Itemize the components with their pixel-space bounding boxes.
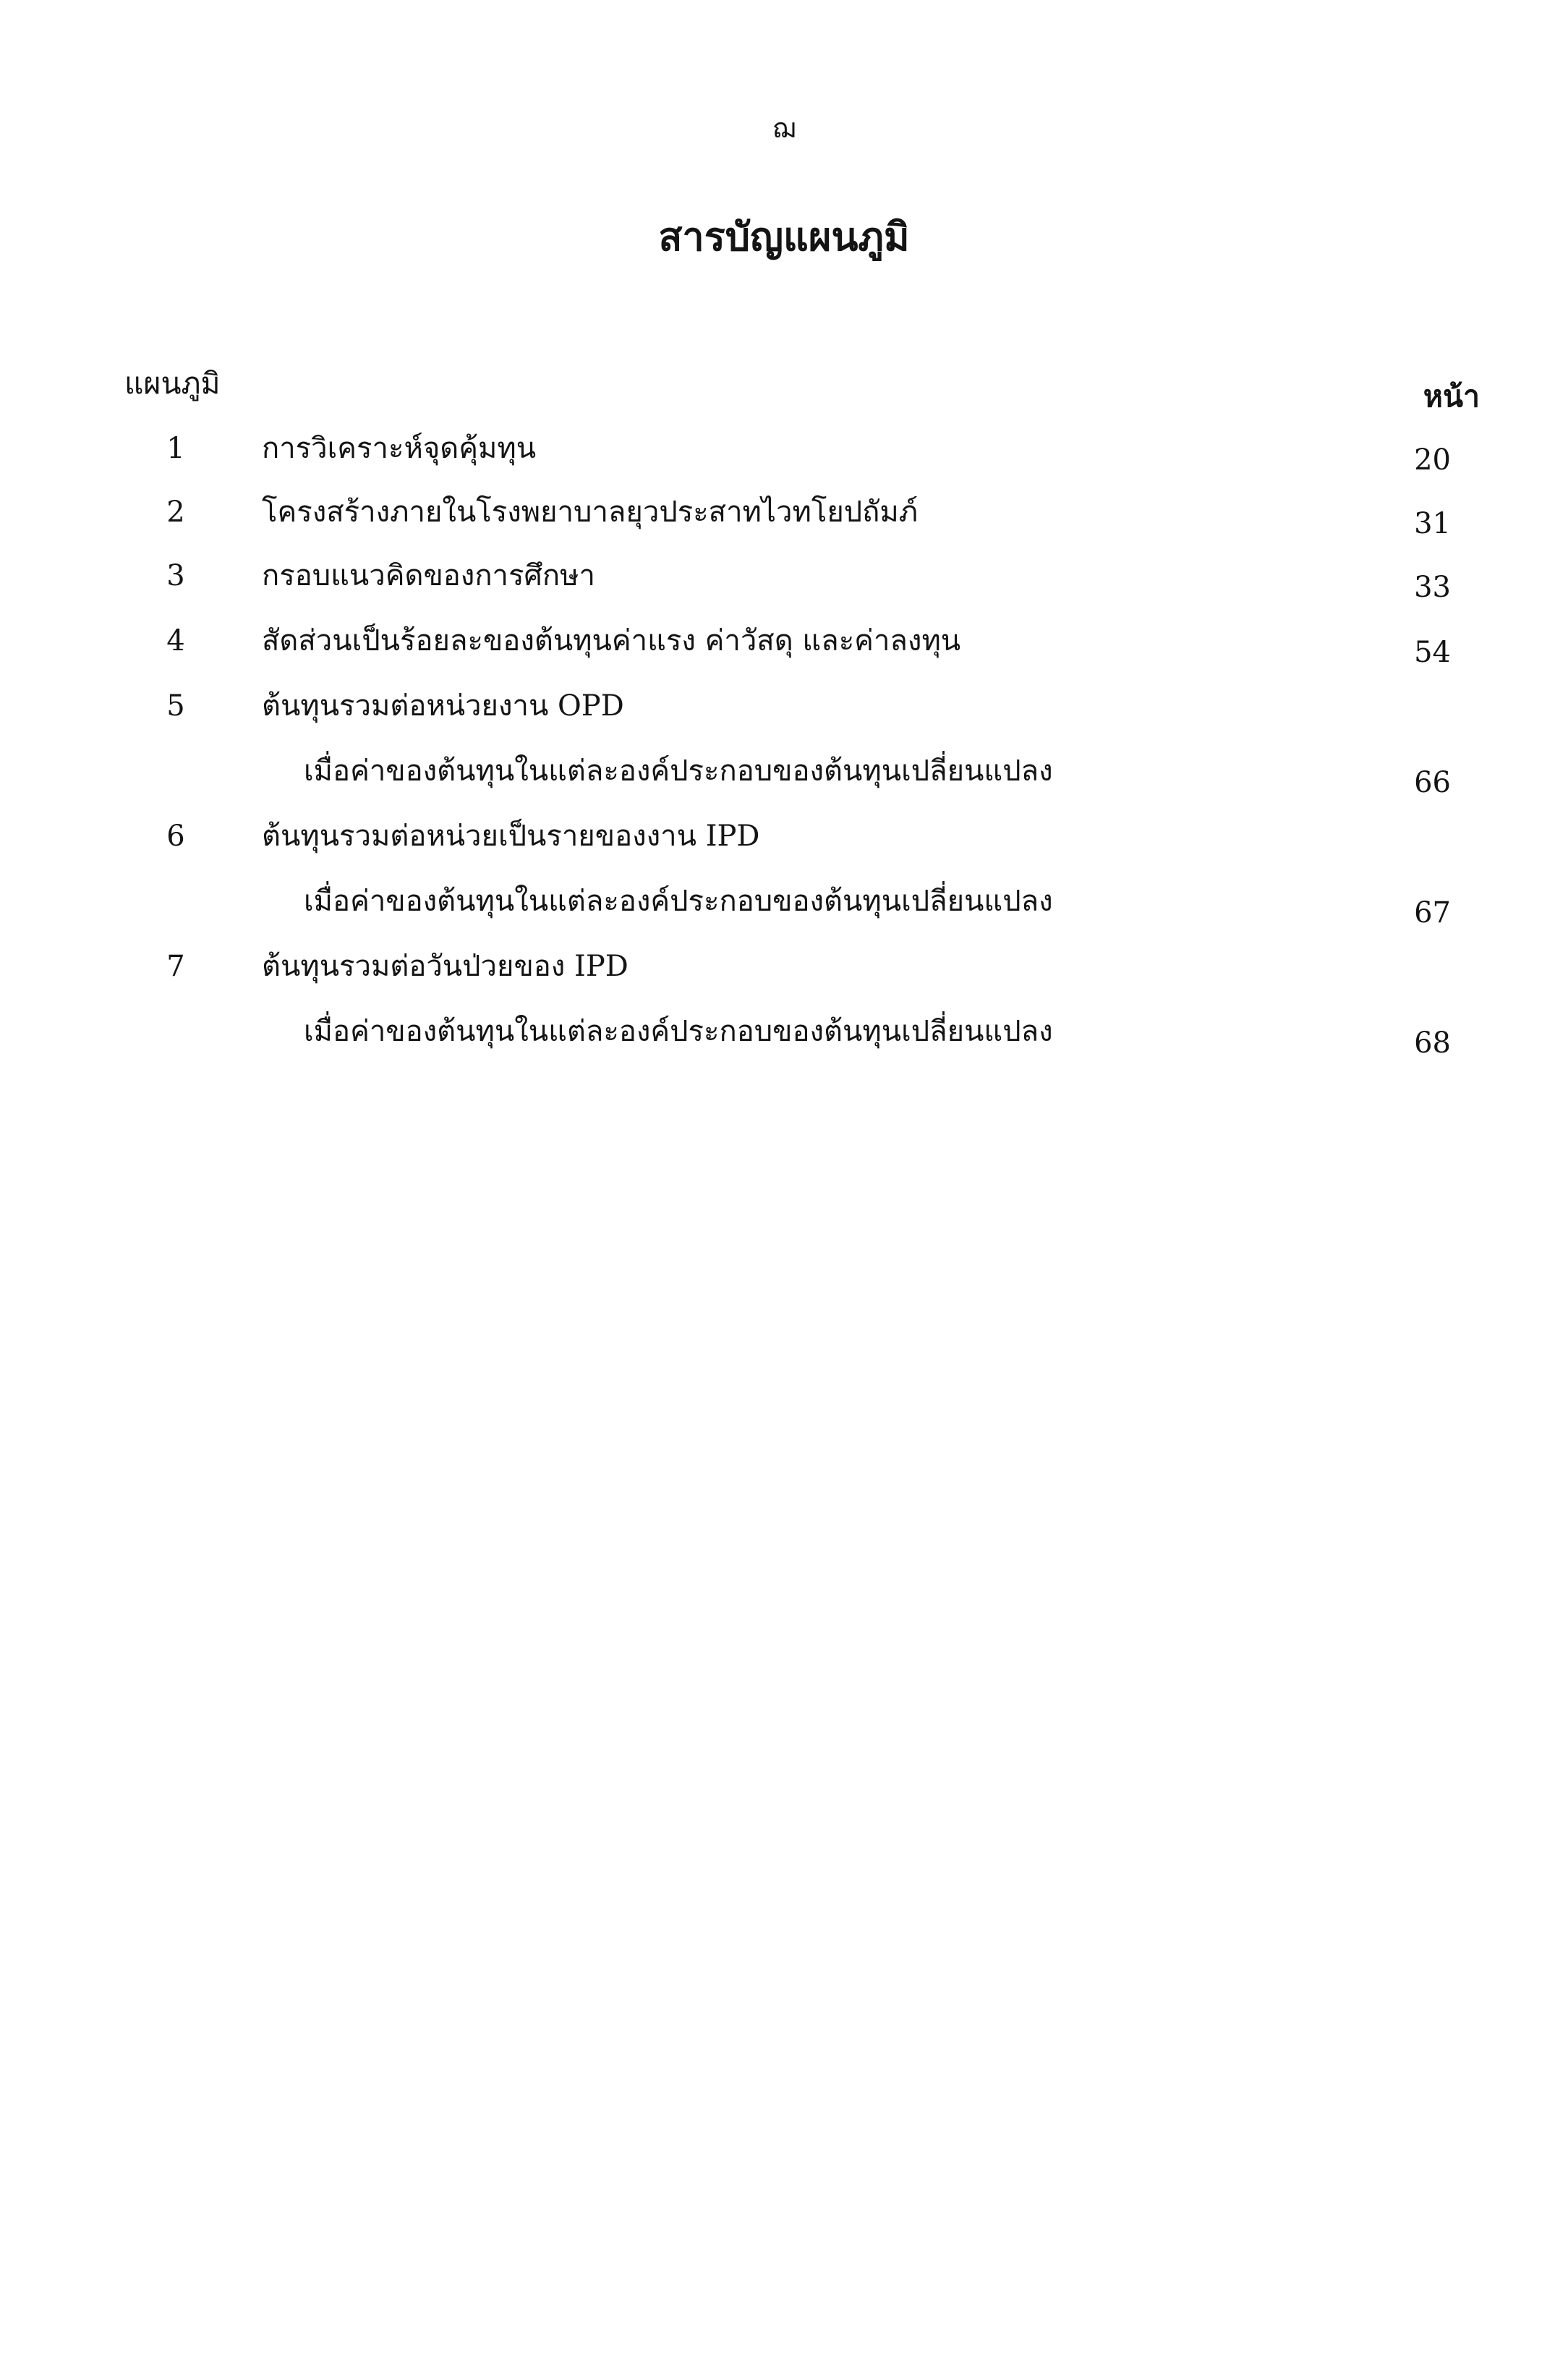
entry-title: การวิเคราะห์จุดคุ้มทุน (262, 432, 537, 465)
toc-entry: 7 ต้นทุนรวมต่อวันป่วยของ IPD เมื่อค่าของต้นทุนในแต่ละองค์ประกอบของต้นทุนเปลี่ยนแปลง 68 (166, 950, 1451, 1060)
entry-page: 33 (1414, 571, 1451, 604)
entry-title: กรอบแนวคิดของการศึกษา (262, 559, 595, 592)
toc-entry: 1 การวิเคราะห์จุดคุ้มทุน 20 (166, 432, 1451, 477)
toc-entry: 5 ต้นทุนรวมต่อหน่วยงาน OPD เมื่อค่าของต้นทุนในแต่ละองค์ประกอบของต้นทุนเปลี่ยนแปลง 66 (166, 689, 1451, 799)
entry-page: 20 (1414, 443, 1451, 477)
entry-page: 68 (1414, 1026, 1451, 1060)
page-number: ฌ (772, 112, 796, 144)
entry-title: ต้นทุนรวมต่อหน่วยงาน OPD (262, 689, 624, 723)
toc-entry: 6 ต้นทุนรวมต่อหน่วยเป็นรายของงาน IPD เมื่อค่าของต้นทุนในแต่ละองค์ประกอบของต้นทุนเปลี่ยนแปลง 67 (166, 820, 1451, 929)
entry-title: ต้นทุนรวมต่อหน่วยเป็นรายของงาน IPD (262, 820, 760, 853)
entry-title: ต้นทุนรวมต่อวันป่วยของ IPD (262, 950, 629, 983)
entry-page: 31 (1414, 507, 1451, 540)
entry-title: สัดส่วนเป็นร้อยละของต้นทุนค่าแรง ค่าวัสดุ และค่าลงทุน (262, 624, 961, 658)
entry-page: 66 (1414, 766, 1451, 799)
toc-entry: 3 กรอบแนวคิดของการศึกษา 33 (166, 559, 1451, 604)
toc-entry: 2 โครงสร้างภายในโรงพยาบาลยุวประสาทไวทโยปถัมภ์ 31 (166, 495, 1451, 540)
entry-page: 54 (1414, 636, 1451, 669)
toc-entry: 4 สัดส่วนเป็นร้อยละของต้นทุนค่าแรง ค่าวัสดุ และค่าลงทุน 54 (166, 624, 1451, 669)
page-title: สารบัญแผนภูมิ (658, 213, 910, 260)
entry-title-continuation: เมื่อค่าของต้นทุนในแต่ละองค์ประกอบของต้นทุนเปลี่ยนแปลง (304, 1015, 1053, 1048)
column-header-chart: แผนภูมิ (124, 366, 221, 401)
entry-title: โครงสร้างภายในโรงพยาบาลยุวประสาทไวทโยปถัมภ์ (262, 495, 919, 529)
column-header-page: หน้า (1423, 379, 1480, 414)
entry-page: 67 (1414, 896, 1451, 929)
entry-title-continuation: เมื่อค่าของต้นทุนในแต่ละองค์ประกอบของต้นทุนเปลี่ยนแปลง (304, 885, 1053, 918)
entry-title-continuation: เมื่อค่าของต้นทุนในแต่ละองค์ประกอบของต้นทุนเปลี่ยนแปลง (304, 754, 1053, 788)
